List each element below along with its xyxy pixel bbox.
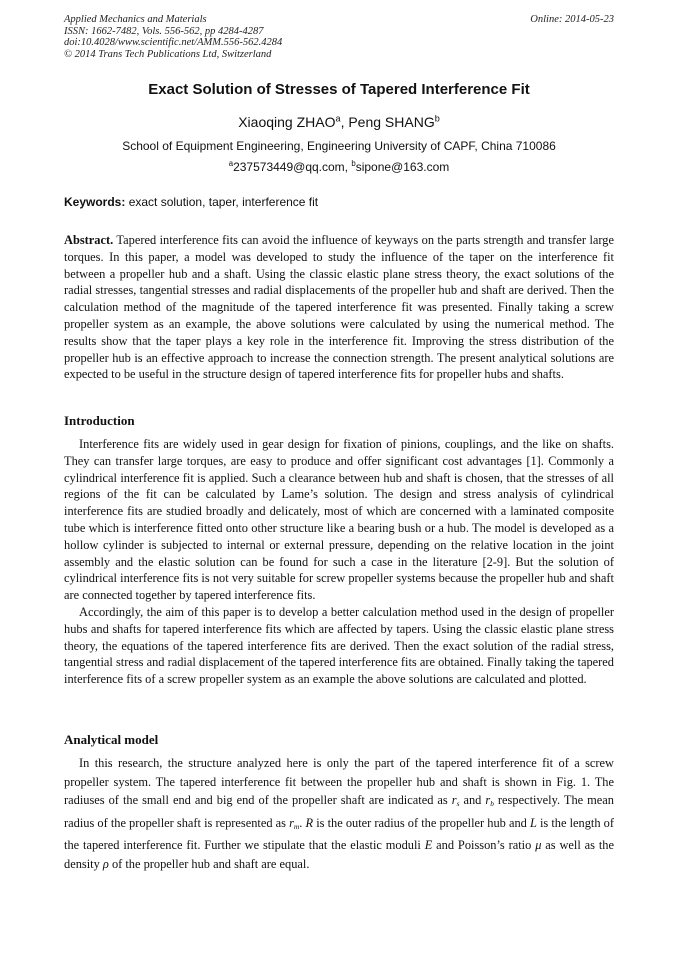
email-address: 237573449@qq.com, <box>233 160 352 174</box>
author-separator: , <box>340 114 349 130</box>
keywords <box>64 195 614 209</box>
math-var: L <box>529 815 537 830</box>
section-heading-introduction: Introduction <box>64 413 135 428</box>
text-run: . <box>299 815 306 830</box>
abstract-label: Abstract. <box>64 233 114 247</box>
math-var: r <box>485 793 491 807</box>
journal-header <box>64 14 282 60</box>
author-line <box>0 114 678 130</box>
math-sub: b <box>490 799 494 809</box>
online-date: Online: 2014-05-23 <box>530 14 614 25</box>
text-run: and <box>459 793 486 807</box>
abstract-text: Tapered interference fits can avoid the influence of keyways on the parts strength and transfer large torques. In this paper, a model was developed to study the influence of the taper on the interference fit between a propeller hub and a shaft. Using the classic elastic plane stress theory, the exact solutions of the radial stresses, tangential stresses and radial displacements of the propeller hub and shaft are derived. Then the calculation method of the magnitude of the tapered interference fit was presented. Finally taking a screw propeller system as an example, the above solutions were calculated by using the numerical method. The results show that the taper plays a key role in the interference fit. Improving the stress distribution of the propeller hub is an effective approach to increase the connection strength. The present analytical solutions are expected to be useful in the structure design of tapered interference fits for propeller hubs and shafts. <box>64 233 614 382</box>
introduction-body <box>64 436 614 688</box>
math-sub: s <box>456 799 460 809</box>
keywords-label: Keywords: <box>64 195 126 209</box>
text-run: In this research, the structure analyzed here is only the part of the tapered interference fit of a screw propeller system. The tapered interference fit between the propeller hub and shaft is shown in Fig. 1. The radiuses of the small end and big end of the propeller shaft are indicated as <box>64 756 614 807</box>
journal-name: Applied Mechanics and Materials <box>64 14 207 25</box>
affiliation: School of Equipment Engineering, Engineering University of CAPF, China 710086 <box>122 139 556 153</box>
email-mark: a <box>228 159 234 168</box>
email-mark: b <box>351 159 356 168</box>
math-var: ρ <box>102 856 109 871</box>
text-run: and Poisson’s ratio <box>432 838 536 853</box>
email-line <box>0 160 678 174</box>
text-run: is the outer radius of the propeller hub and <box>313 815 530 830</box>
math-var: E <box>424 838 433 853</box>
doi-line: doi:10.4028/www.scientific.net/AMM.556-562.4284 <box>64 37 283 48</box>
text-run: as well as the density <box>64 838 614 871</box>
paper-title: Exact Solution of Stresses of Tapered Interference Fit <box>148 81 530 98</box>
abstract <box>64 232 614 383</box>
math-var: μ <box>535 838 542 853</box>
text-run: respectively. The mean radius of the propeller shaft is represented as <box>64 793 614 830</box>
keywords-text: exact solution, taper, interference fit <box>125 195 319 209</box>
section-heading-analytical-model: Analytical model <box>64 732 159 747</box>
author-name: Peng SHANG <box>348 114 435 130</box>
math-sub: m <box>293 821 300 831</box>
text-run: is the length of the tapered interference fit. Further we stipulate that the elastic moduli <box>64 815 614 853</box>
issn-line: ISSN: 1662-7482, Vols. 556-562, pp 4284-4287 <box>64 25 264 37</box>
math-var: r <box>451 793 457 807</box>
analytical-model-body <box>64 754 614 873</box>
paragraph: Accordingly, the aim of this paper is to develop a better calculation method used in the design of propeller hubs and shafts for tapered interference fits which are affected by tapers. Using the classic elastic plane stress theory, the equations of the tapered interference fits are derived. Then the exact solution of the radial stress, tangential stress and radial displacement of the tapered interference fits are obtained. Finally taking the tapered interference fits of a screw propeller system as an example the above solutions are calculated and plotted. <box>64 604 614 687</box>
author-name: Xiaoqing ZHAO <box>238 114 336 130</box>
math-var: R <box>305 815 314 830</box>
affil-mark: b <box>434 113 440 124</box>
affil-mark: a <box>335 113 341 124</box>
paragraph: Interference fits are widely used in gear design for fixation of pinions, couplings, and the like on shafts. They can transfer large torques, are easy to produce and offer significant cost advantages [1]. Commonly a cylindrical interference fit is applied. Such a clearance between hub and shaft is chosen, that the stresses of all regions of the fit can be calculated by Lame’s solution. The design and stress analysis of cylindrical interference fits are studied broadly and delicately, most of which are concerned with a laminated composite tube which is interference fitted onto other structure like a bearing bush or a hub. The model is developed as a hollow cylinder is subjected to internal or external pressure, depending on the relative location in the joint assembly and the elastic solution can be found for such a case in the literature [2-9]. But the solution of cylindrical interference fits is not very suitable for screw propeller systems because the propeller hub and shaft are connected together by tapered interference fits. <box>64 437 614 603</box>
text-run: of the propeller hub and shaft are equal. <box>108 856 310 871</box>
math-var: r <box>289 815 294 830</box>
email-address: sipone@163.com <box>355 160 450 174</box>
copyright-line: © 2014 Trans Tech Publications Ltd, Switzerland <box>64 48 272 60</box>
paragraph <box>64 754 614 873</box>
